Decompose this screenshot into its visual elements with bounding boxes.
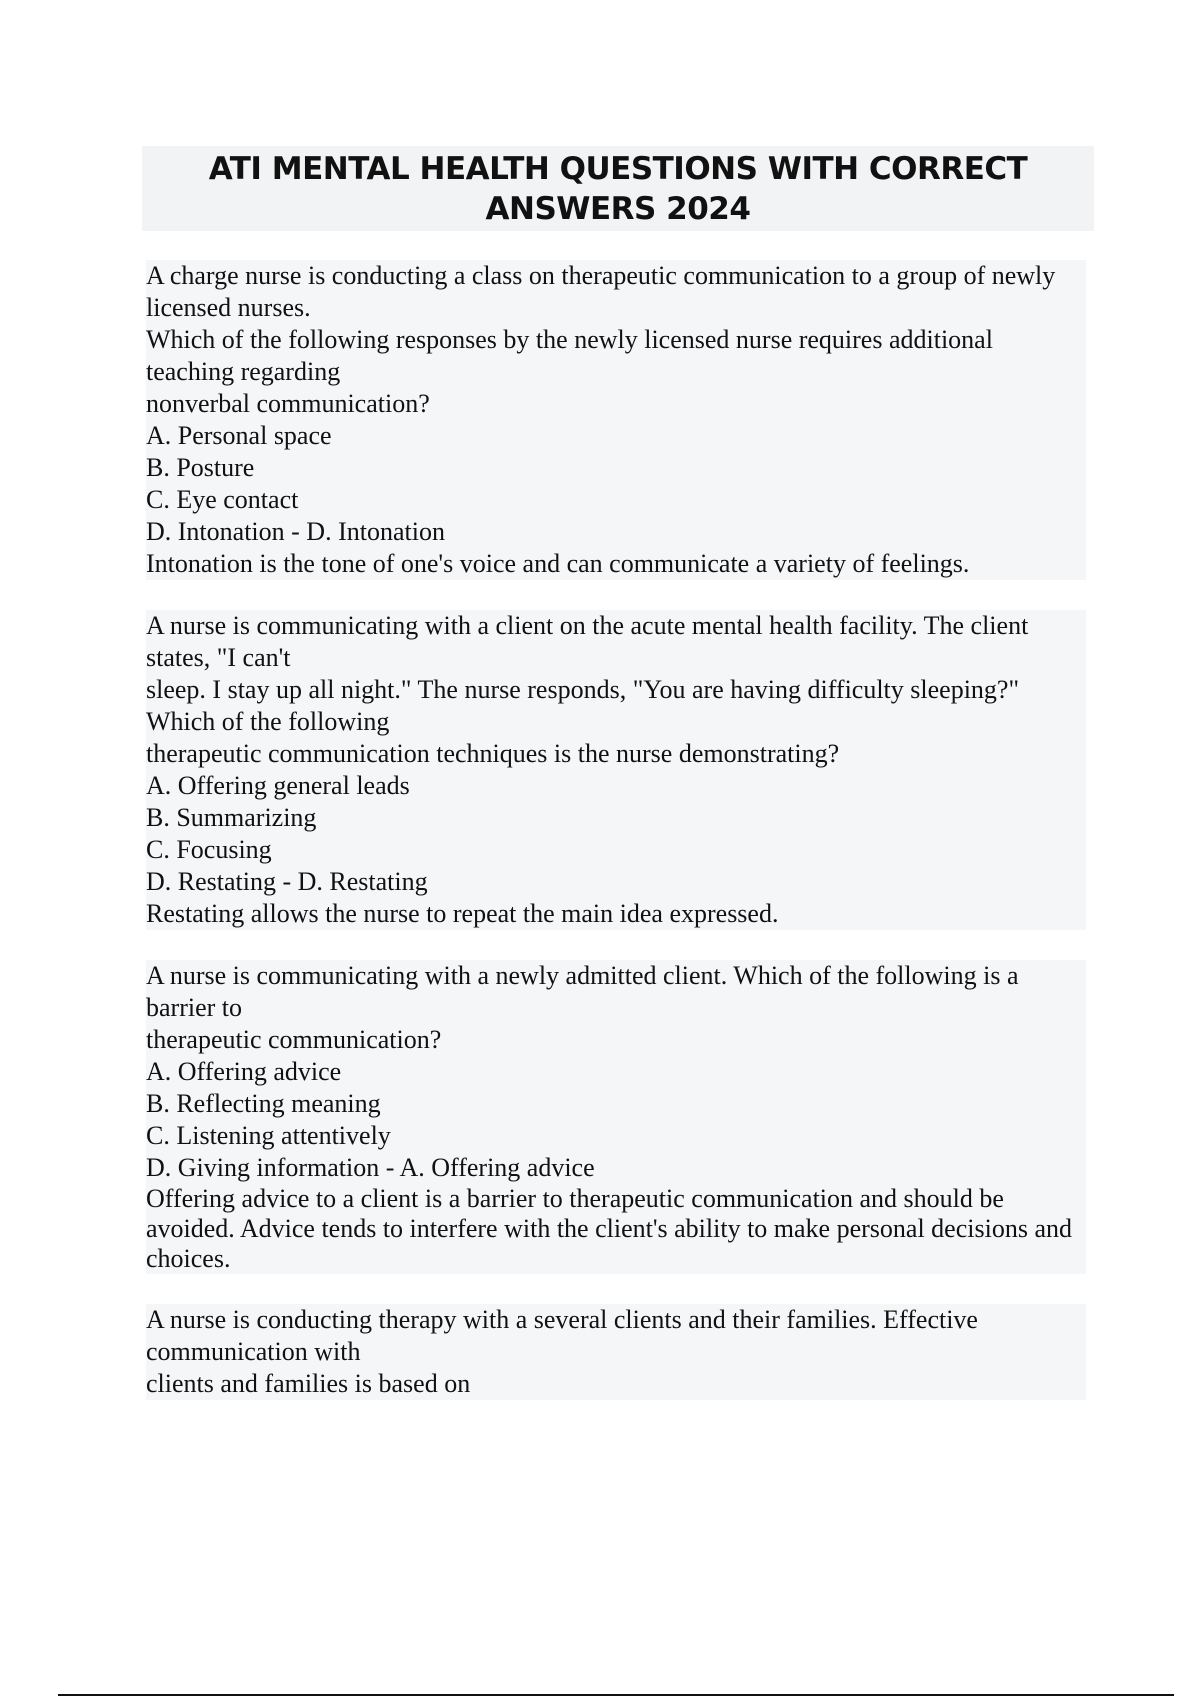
question-text: Which of the following responses by the newly licensed nurse requires additional teaching regarding <box>146 324 1086 388</box>
answer-option-correct: D. Restating - D. Restating <box>146 866 1086 898</box>
answer-option: B. Reflecting meaning <box>146 1088 1086 1120</box>
answer-explanation: Restating allows the nurse to repeat the main idea expressed. <box>146 898 1086 930</box>
page-bottom-rule <box>58 1694 1174 1696</box>
answer-option: C. Listening attentively <box>146 1120 1086 1152</box>
question-text: therapeutic communication techniques is the nurse demonstrating? <box>146 738 1086 770</box>
question-text: therapeutic communication? <box>146 1024 1086 1056</box>
answer-explanation: Offering advice to a client is a barrier to therapeutic communication and should be avoided. Advice tends to interfere with the client's ability to make personal decisions and choices. <box>146 1184 1086 1274</box>
document-title-line-2: ANSWERS 2024 <box>485 191 751 227</box>
document-title-line-1: ATI MENTAL HEALTH QUESTIONS WITH CORRECT <box>208 151 1028 187</box>
answer-option-correct: D. Giving information - A. Offering advice <box>146 1152 1086 1184</box>
answer-option: C. Focusing <box>146 834 1086 866</box>
question-block-2 <box>146 610 1086 930</box>
document-title <box>142 146 1094 231</box>
question-block-4 <box>146 1304 1086 1400</box>
answer-option: A. Offering general leads <box>146 770 1086 802</box>
question-block-3 <box>146 960 1086 1274</box>
answer-option: A. Personal space <box>146 420 1086 452</box>
answer-option: A. Offering advice <box>146 1056 1086 1088</box>
question-text: A nurse is communicating with a newly admitted client. Which of the following is a barrier to <box>146 960 1086 1024</box>
question-text: A nurse is communicating with a client on the acute mental health facility. The client states, "I can't <box>146 610 1086 674</box>
question-text: clients and families is based on <box>146 1368 1086 1400</box>
question-text: sleep. I stay up all night." The nurse responds, "You are having difficulty sleeping?" Which of the following <box>146 674 1086 738</box>
answer-explanation: Intonation is the tone of one's voice and can communicate a variety of feelings. <box>146 548 1086 580</box>
question-block-1 <box>146 260 1086 580</box>
question-text: A nurse is conducting therapy with a several clients and their families. Effective communication with <box>146 1304 1086 1368</box>
question-list <box>146 260 1086 1430</box>
answer-option: C. Eye contact <box>146 484 1086 516</box>
answer-option: B. Summarizing <box>146 802 1086 834</box>
question-text: A charge nurse is conducting a class on therapeutic communication to a group of newly licensed nurses. <box>146 260 1086 324</box>
answer-option: B. Posture <box>146 452 1086 484</box>
question-text: nonverbal communication? <box>146 388 1086 420</box>
answer-option-correct: D. Intonation - D. Intonation <box>146 516 1086 548</box>
